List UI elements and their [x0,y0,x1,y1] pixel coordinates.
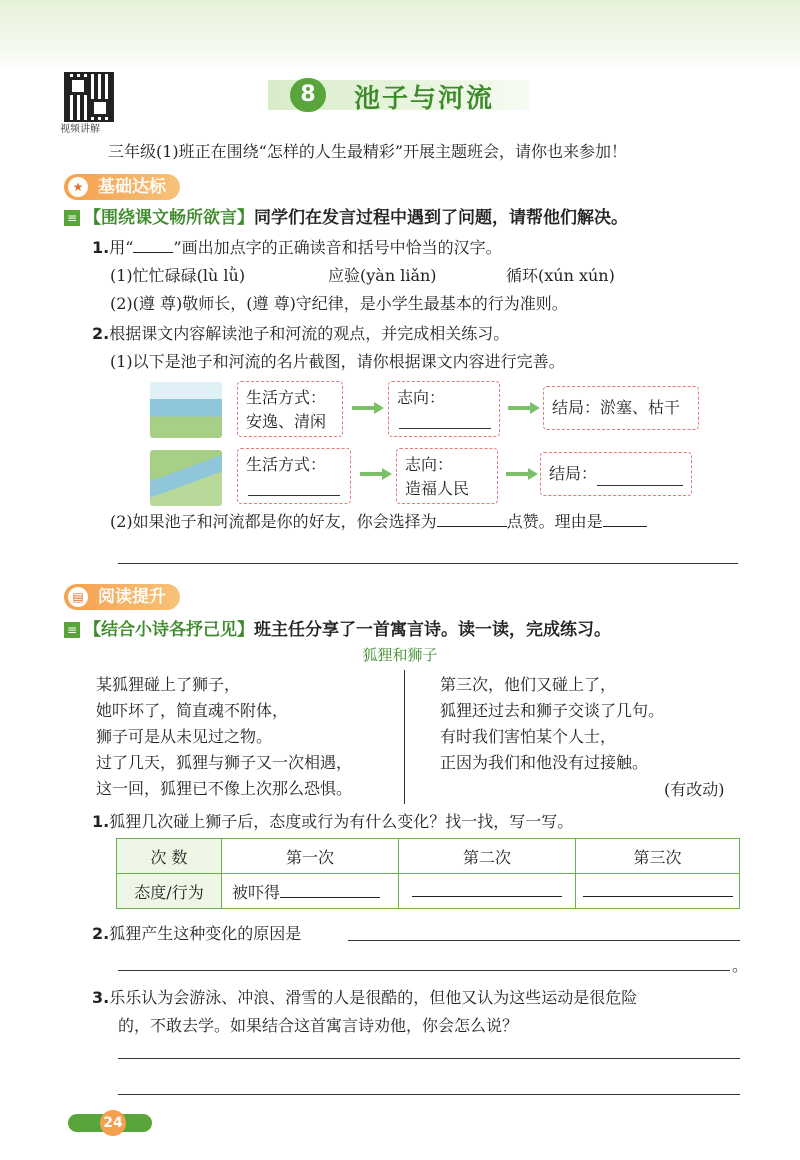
card-text [552,396,680,420]
card-label: 志向： [405,455,454,474]
answer-blank[interactable] [437,526,507,527]
q2-sub2-text-end: 点赞。理由是 [506,512,603,531]
table-header-cell: 次 数 [117,839,222,874]
task-heading [84,206,628,230]
poem-line: 这一回，狐狸已不像上次那么恐惧。 [96,779,353,798]
table-header-cell: 第一次 [222,839,399,874]
poem-right [440,672,664,776]
q2-sub1: (1)以下是池子和河流的名片截图，请你根据课文内容进行完善。 [110,352,565,371]
river-aim-card [396,448,498,504]
poem-title: 狐狸和狮子 [362,646,438,664]
task-text: 同学们在发言过程中遇到了问题，请帮他们解决。 [254,208,628,228]
rq3-text-2: 的，不敢去学。如果结合这首寓言诗劝他，你会怎么说？ [118,1016,519,1035]
q2-sub2 [110,510,647,534]
poem-line: 她吓坏了，简直魂不附体， [96,701,289,720]
qr-code-icon[interactable] [64,72,114,122]
section-badge-label: 基础达标 [98,177,166,197]
rq3-text-1: 乐乐认为会游泳、冲浪、滑雪的人是很酷的，但他又认为这些运动是很危险 [109,988,638,1007]
card-label: 结局： [552,398,601,417]
answer-blank[interactable] [280,897,380,898]
card-value: 淤塞、枯干 [600,398,681,417]
poem-divider [404,670,405,804]
q2-sub2-text: (2)如果池子和河流都是你的好友，你会选择为 [110,512,437,531]
top-band [0,0,800,70]
card-label: 生活方式： [246,455,327,474]
rq1-text: 狐狸几次碰上狮子后，态度或行为有什么变化？找一找，写一写。 [109,812,574,831]
table-cell[interactable] [222,874,399,909]
arrow-icon [352,406,376,410]
rq2-end: 。 [732,956,749,975]
reading-question-1 [92,810,573,834]
poem-line: 狮子可是从未见过之物。 [96,727,273,746]
poem-line: 过了几天，狐狸与狮子又一次相遇， [96,753,353,772]
arrow-icon [360,472,384,476]
answer-line[interactable] [118,1094,740,1095]
answer-line[interactable] [248,495,340,496]
answer-line[interactable] [118,1058,740,1059]
poem-line: 狐狸还过去和狮子交谈了几句。 [440,701,665,720]
arrow-icon [506,472,530,476]
answer-line[interactable] [597,485,683,486]
card-label: 志向： [397,388,446,407]
reading-question-2 [92,922,301,946]
answer-blank[interactable] [603,526,647,527]
poem-line: 正因为我们和他没有过接触。 [440,753,649,772]
answer-line[interactable] [348,940,740,941]
page-number: 24 [100,1110,126,1136]
question-1 [92,236,502,260]
qr-label: 视频讲解 [60,124,100,135]
river-image [150,450,222,506]
poem-line: 某狐狸碰上了狮子， [96,675,241,694]
river-life-card [237,448,351,504]
book-icon: ▤ [68,587,88,607]
poem-line: 有时我们害怕某个人士， [440,727,617,746]
answer-line[interactable] [118,970,730,971]
underline-sample [133,252,173,253]
cell-prefix: 被吓得 [232,882,281,902]
reading-question-3 [92,986,637,1010]
poem-note: (有改动) [664,780,725,799]
table-cell[interactable] [399,874,576,909]
q2-text: 根据课文内容解读池子和河流的观点，并完成相关练习。 [109,324,510,343]
card-value: 造福人民 [405,479,470,498]
pond-end-card [543,386,699,430]
task-icon: ≡ [64,210,80,226]
question-number: 1. [92,238,110,257]
table-header-cell: 第二次 [399,839,576,874]
poem-line: 第三次，他们又碰上了， [440,675,617,694]
pond-image [150,382,222,438]
card-value: 安逸、清闲 [246,412,327,431]
section-badge-reading [64,584,180,610]
pond-life-card [237,381,343,437]
arrow-icon [508,406,532,410]
question-number: 3. [92,988,110,1007]
lesson-title: 池子与河流 [354,84,495,114]
award-icon: ★ [68,177,88,197]
task-tag: 【结合小诗各抒己见】 [84,620,254,640]
answer-blank[interactable] [583,896,733,897]
table-row-label: 态度/行为 [117,874,222,909]
q1-text-end: ”画出加点字的正确读音和括号中恰当的汉字。 [173,238,502,257]
answer-table [116,838,740,909]
q1-row1-c[interactable]: 循环(xún xún) [506,266,615,285]
task-tag: 【围绕课文畅所欲言】 [84,208,254,228]
q1-row1-b[interactable]: 应验(yàn liǎn) [328,266,437,285]
q1-text-start: 用“ [109,238,134,257]
rq2-text: 狐狸产生这种变化的原因是 [109,924,302,943]
table-header-cell: 第三次 [576,839,740,874]
section-badge-basic [64,174,180,200]
section-badge-label: 阅读提升 [98,587,166,607]
poem-left [96,672,352,802]
q1-row2[interactable]: (2)(遵 尊)敬师长，(遵 尊)守纪律，是小学生最基本的行为准则。 [110,294,568,313]
card-label: 结局： [549,464,598,483]
question-number: 2. [92,324,110,343]
task-icon: ≡ [64,622,80,638]
card-label: 生活方式： [246,388,327,407]
table-cell[interactable] [576,874,740,909]
question-2 [92,322,509,346]
task-text: 班主任分享了一首寓言诗。读一读，完成练习。 [254,620,611,640]
river-end-card [540,452,692,496]
question-number: 2. [92,924,110,943]
pond-aim-card [388,381,500,437]
answer-line[interactable] [118,563,738,564]
question-number: 1. [92,812,110,831]
answer-line[interactable] [399,428,491,429]
lesson-number: 8 [290,78,326,112]
intro-text: 三年级(1)班正在围绕“怎样的人生最精彩”开展主题班会，请你也来参加！ [108,142,628,161]
answer-blank[interactable] [412,896,562,897]
task-heading [84,618,611,642]
q1-row1-a[interactable]: (1)忙忙碌碌(lù lǜ) [110,266,246,285]
